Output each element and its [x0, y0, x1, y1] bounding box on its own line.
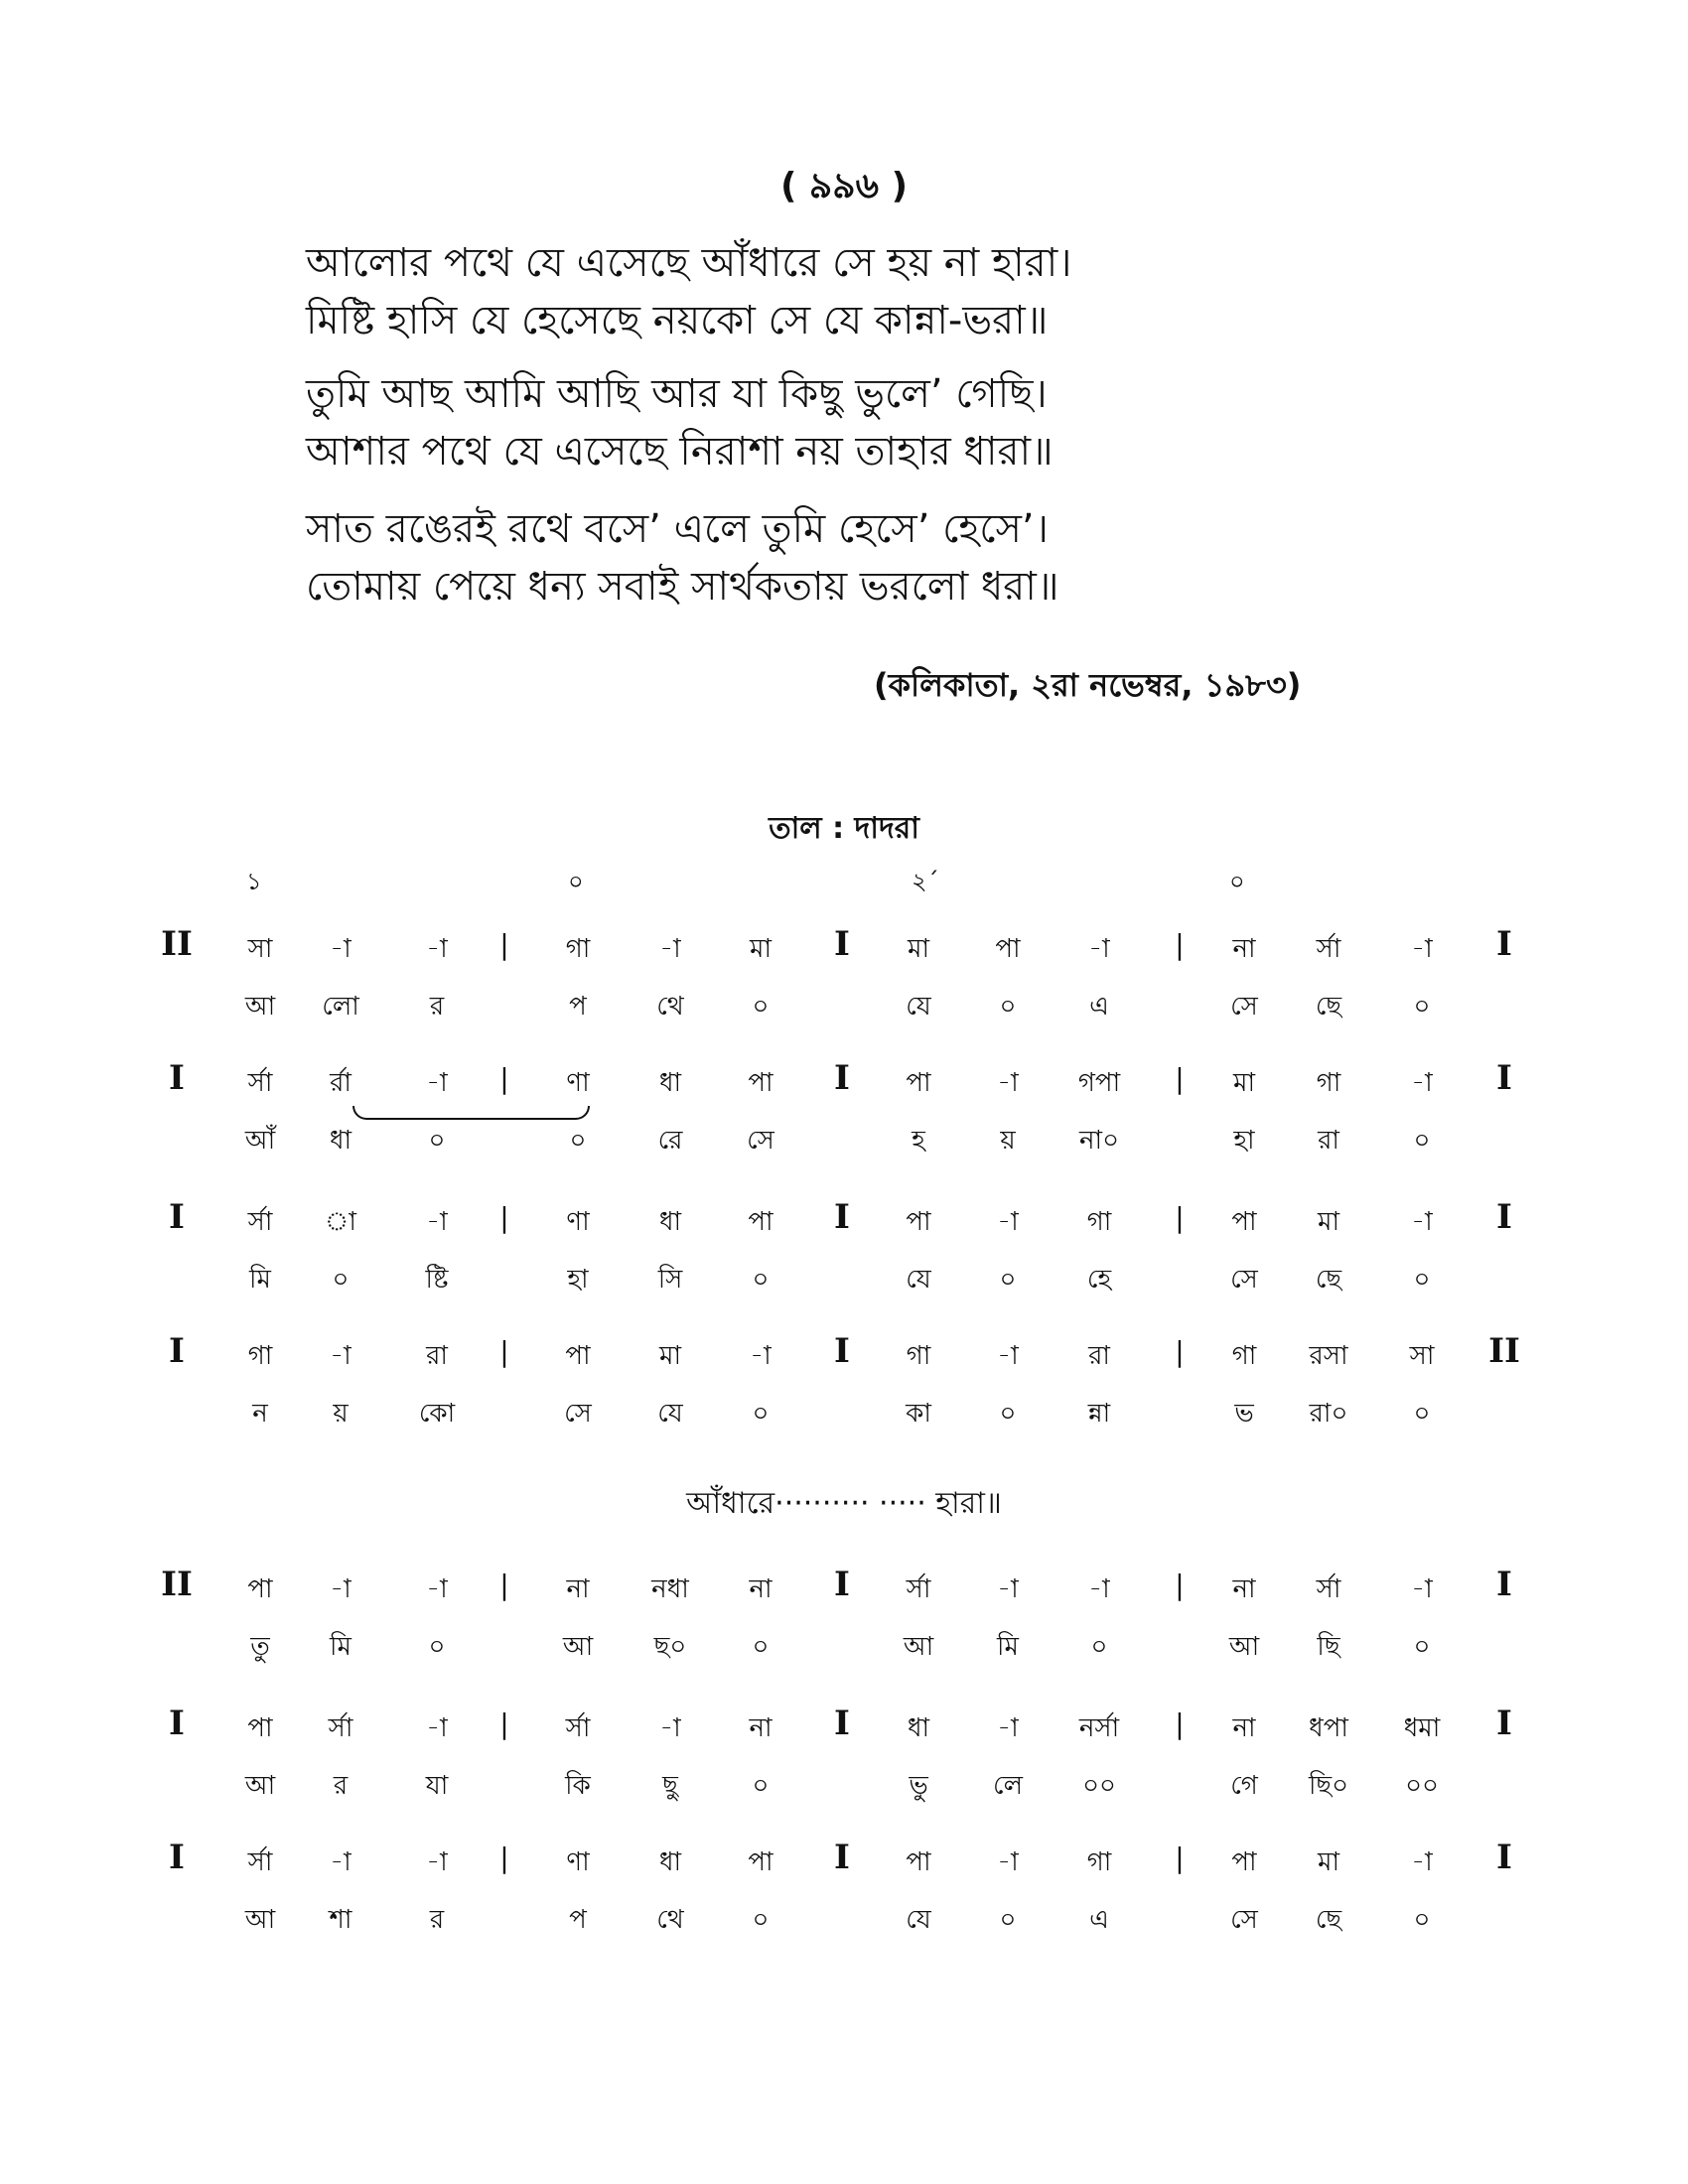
- lyric-syllable: ছ০: [653, 1632, 687, 1662]
- lyric-syllable: যে: [906, 992, 931, 1022]
- swara-note: গা: [906, 1341, 931, 1371]
- swara-note: পা: [565, 1341, 591, 1371]
- swara-note: -া: [426, 1713, 448, 1743]
- lyric-syllable: আ: [562, 1632, 594, 1662]
- lyric-syllable: ছি০: [1308, 1771, 1349, 1801]
- swara-note: ণা: [566, 1068, 590, 1098]
- lyric-syllable: কো: [418, 1399, 456, 1429]
- poem-stanza-3: [306, 500, 1497, 615]
- division-bar: |: [499, 1201, 509, 1234]
- division-bar: |: [499, 1062, 509, 1095]
- row-end-bar: I: [1496, 1058, 1512, 1098]
- swara-note: গপা: [1077, 1068, 1121, 1098]
- lyric-syllable: ছি: [1317, 1632, 1340, 1662]
- swara-note: না: [566, 1574, 590, 1604]
- lyric-syllable: ভু: [909, 1771, 928, 1801]
- swara-note: নর্সা: [1078, 1713, 1120, 1743]
- lyric-syllable: আঁ: [244, 1126, 276, 1156]
- lyric-syllable: রা: [1318, 1126, 1339, 1156]
- lyric-syllable: ন্না: [1087, 1399, 1111, 1429]
- swara-note: পা: [995, 934, 1021, 964]
- poem-stanza-1: [306, 234, 1497, 349]
- swara-note: -া: [426, 1068, 448, 1098]
- swara-note: -া: [997, 1341, 1019, 1371]
- lyric-syllable: আ: [244, 1771, 276, 1801]
- swara-note: -া: [1411, 934, 1433, 964]
- lyric-syllable: সি: [657, 1265, 683, 1295]
- lyric-syllable: ০: [999, 1399, 1017, 1429]
- lyric-syllable: ০: [428, 1632, 446, 1662]
- lyric-syllable: ছে: [1315, 1905, 1342, 1935]
- notation-row: [0, 1565, 1688, 1717]
- lyric-syllable: ০: [1413, 1126, 1431, 1156]
- lyric-syllable: থে: [656, 992, 684, 1022]
- swara-note: ণা: [566, 1847, 590, 1877]
- swara-note: না: [1232, 1713, 1256, 1743]
- notation-row: [0, 1838, 1688, 1990]
- division-bar: |: [1175, 1707, 1185, 1740]
- swara-note: গা: [1086, 1847, 1112, 1877]
- lyric-syllable: ০: [1413, 992, 1431, 1022]
- row-start-bar: II: [161, 924, 193, 964]
- lyric-syllable: ০০: [1405, 1771, 1439, 1801]
- lyric-syllable: তু: [250, 1632, 270, 1662]
- swara-note: ধা: [658, 1207, 682, 1237]
- swara-note: -া: [426, 1207, 448, 1237]
- swara-note: সা: [1409, 1341, 1435, 1371]
- lyric-syllable: ০: [569, 1126, 587, 1156]
- lyric-syllable: মি: [997, 1632, 1019, 1662]
- division-bar: I: [834, 1704, 850, 1743]
- division-bar: I: [834, 1197, 850, 1237]
- poem-line: আশার পথে যে এসেছে নিরাশা নয় তাহার ধারা॥: [306, 429, 1054, 475]
- lyric-syllable: ০০: [1082, 1771, 1116, 1801]
- division-bar: |: [499, 1569, 509, 1601]
- swara-note: ধা: [907, 1713, 930, 1743]
- swara-note: া: [325, 1207, 356, 1237]
- swara-note: -া: [997, 1068, 1019, 1098]
- swara-note: র্সা: [247, 1207, 273, 1237]
- swara-note: -া: [330, 1847, 352, 1877]
- swara-note: -া: [426, 934, 448, 964]
- swara-note: -া: [997, 1713, 1019, 1743]
- lyric-syllable: ষ্টি: [425, 1265, 449, 1295]
- swara-note: ধপা: [1309, 1713, 1348, 1743]
- swara-note: র্সা: [565, 1713, 591, 1743]
- lyric-syllable: ০: [1413, 1632, 1431, 1662]
- swara-note: -া: [997, 1847, 1019, 1877]
- swara-note: -া: [1088, 934, 1110, 964]
- swara-note: গা: [565, 934, 591, 964]
- row-start-bar: I: [169, 1331, 185, 1371]
- beat-mark: ২´: [912, 868, 939, 895]
- division-bar: I: [834, 1331, 850, 1371]
- swara-note: সা: [247, 934, 273, 964]
- lyric-syllable: ০: [332, 1265, 350, 1295]
- lyric-syllable: ০: [1413, 1265, 1431, 1295]
- swara-note: -া: [1411, 1207, 1433, 1237]
- row-end-bar: I: [1496, 1565, 1512, 1604]
- swara-note: র্সা: [328, 1713, 353, 1743]
- swara-note: মা: [1233, 1068, 1255, 1098]
- lyric-syllable: ০: [752, 1265, 770, 1295]
- swara-note: -া: [330, 1574, 352, 1604]
- lyric-syllable: হে: [1086, 1265, 1112, 1295]
- lyric-syllable: ০: [999, 1905, 1017, 1935]
- row-end-bar: I: [1496, 1838, 1512, 1877]
- swara-note: র্সা: [906, 1574, 931, 1604]
- swara-note: পা: [748, 1847, 774, 1877]
- lyric-syllable: ছু: [662, 1771, 678, 1801]
- swara-note: গা: [1231, 1341, 1257, 1371]
- swara-note: পা: [247, 1713, 273, 1743]
- swara-note: -া: [1411, 1068, 1433, 1098]
- swara-note: পা: [748, 1207, 774, 1237]
- tala-heading: তাল : দাদরা: [769, 811, 919, 846]
- swara-note: রসা: [1309, 1341, 1348, 1371]
- lyric-syllable: রে: [657, 1126, 683, 1156]
- slur-mark: [352, 1106, 590, 1120]
- division-bar: |: [1175, 1569, 1185, 1601]
- swara-note: -া: [1088, 1574, 1110, 1604]
- swara-note: -া: [426, 1847, 448, 1877]
- lyric-syllable: ন: [252, 1399, 268, 1429]
- swara-note: -া: [750, 1341, 772, 1371]
- division-bar: |: [1175, 1062, 1185, 1095]
- lyric-syllable: ০: [1413, 1399, 1431, 1429]
- lyric-syllable: সে: [1230, 1265, 1258, 1295]
- swara-note: রা: [426, 1341, 448, 1371]
- division-bar: I: [834, 1838, 850, 1877]
- poem-line: তোমায় পেয়ে ধন্য সবাই সার্থকতায় ভরলো ধরা॥: [306, 564, 1059, 610]
- swara-note: র্সা: [1316, 1574, 1341, 1604]
- row-end-bar: I: [1496, 924, 1512, 964]
- row-end-bar: I: [1496, 1197, 1512, 1237]
- lyric-syllable: য়: [1000, 1126, 1016, 1156]
- swara-note: মা: [908, 934, 929, 964]
- beat-mark: ০: [1229, 868, 1245, 895]
- lyric-syllable: সে: [564, 1399, 592, 1429]
- row-start-bar: I: [169, 1197, 185, 1237]
- lyric-syllable: হা: [567, 1265, 589, 1295]
- swara-note: -া: [330, 934, 352, 964]
- division-bar: |: [499, 1335, 509, 1368]
- swara-note: মা: [1318, 1207, 1339, 1237]
- row-start-bar: I: [169, 1704, 185, 1743]
- swara-note: না: [1232, 934, 1256, 964]
- lyric-syllable: সে: [747, 1126, 774, 1156]
- swara-note: -া: [330, 1341, 352, 1371]
- lyric-syllable: ০: [752, 1399, 770, 1429]
- swara-note: ণা: [566, 1207, 590, 1237]
- swara-note: নধা: [651, 1574, 689, 1604]
- swara-note: রা: [1088, 1341, 1110, 1371]
- poem-line: আলোর পথে যে এসেছে আঁধারে সে হয় না হারা।: [306, 240, 1072, 286]
- lyric-syllable: ধা: [329, 1126, 352, 1156]
- notation-row: [0, 924, 1688, 1077]
- swara-note: পা: [906, 1847, 931, 1877]
- swara-note: গা: [1086, 1207, 1112, 1237]
- swara-note: মা: [1318, 1847, 1339, 1877]
- lyric-syllable: সে: [1230, 1905, 1258, 1935]
- refrain-line: আঁধারে·········· ····· হারা॥: [686, 1486, 1002, 1521]
- lyric-syllable: সে: [1230, 992, 1258, 1022]
- lyric-syllable: আ: [903, 1632, 934, 1662]
- beat-marks: [0, 864, 1688, 903]
- dateline: (কলিকাতা, ২রা নভেম্বর, ১৯৮৩): [874, 666, 1302, 704]
- lyric-syllable: লে: [993, 1771, 1023, 1801]
- lyric-syllable: যে: [657, 1399, 683, 1429]
- lyric-syllable: মি: [249, 1265, 271, 1295]
- lyric-syllable: ০: [752, 1905, 770, 1935]
- swara-note: না: [1232, 1574, 1256, 1604]
- swara-note: মা: [659, 1341, 681, 1371]
- swara-note: পা: [906, 1207, 931, 1237]
- lyric-syllable: য়: [333, 1399, 349, 1429]
- swara-note: গা: [1316, 1068, 1341, 1098]
- swara-note: ধা: [658, 1068, 682, 1098]
- lyric-syllable: ছে: [1315, 1265, 1342, 1295]
- swara-note: -া: [997, 1574, 1019, 1604]
- swara-note: ধা: [658, 1847, 682, 1877]
- lyric-syllable: যা: [425, 1771, 449, 1801]
- lyric-syllable: হ: [912, 1126, 925, 1156]
- lyric-syllable: র: [333, 1771, 349, 1801]
- lyric-syllable: র: [429, 1905, 445, 1935]
- notation-row: [0, 1197, 1688, 1350]
- swara-note: র্সা: [247, 1068, 273, 1098]
- lyric-syllable: ছে: [1315, 992, 1342, 1022]
- beat-mark: ১: [246, 868, 262, 895]
- lyric-syllable: কি: [565, 1771, 591, 1801]
- swara-note: পা: [1231, 1207, 1257, 1237]
- division-bar: |: [499, 928, 509, 961]
- division-bar: |: [1175, 1201, 1185, 1234]
- notation-row: [0, 1331, 1688, 1484]
- poem-line: তুমি আছ আমি আছি আর যা কিছু ভুলে’ গেছি।: [306, 371, 1048, 417]
- lyric-syllable: ০: [999, 1265, 1017, 1295]
- division-bar: |: [499, 1842, 509, 1874]
- lyric-syllable: কা: [906, 1399, 931, 1429]
- division-bar: |: [1175, 1335, 1185, 1368]
- lyric-syllable: এ: [1089, 1905, 1109, 1935]
- division-bar: I: [834, 1565, 850, 1604]
- swara-note: না: [749, 1713, 773, 1743]
- lyric-syllable: গে: [1230, 1771, 1258, 1801]
- swara-note: মা: [750, 934, 772, 964]
- lyric-syllable: প: [569, 1905, 587, 1935]
- page-number: ( ৯৯৬ ): [779, 166, 909, 206]
- lyric-syllable: থে: [656, 1905, 684, 1935]
- lyric-syllable: হা: [1233, 1126, 1255, 1156]
- poem-line: সাত রঙেরই রথে বসে’ এলে তুমি হেসে’ হেসে’।: [306, 506, 1049, 552]
- row-end-bar: II: [1488, 1331, 1520, 1371]
- lyric-syllable: যে: [906, 1905, 931, 1935]
- notation-row: [0, 1058, 1688, 1211]
- swara-note: -া: [659, 1713, 681, 1743]
- lyric-syllable: লো: [322, 992, 359, 1022]
- swara-note: -া: [1411, 1574, 1433, 1604]
- swara-note: -া: [997, 1207, 1019, 1237]
- lyric-syllable: প: [569, 992, 587, 1022]
- lyric-syllable: র: [429, 992, 445, 1022]
- swara-note: না: [749, 1574, 773, 1604]
- notation-row: [0, 1704, 1688, 1856]
- swara-note: -া: [1411, 1847, 1433, 1877]
- lyric-syllable: ০: [752, 1632, 770, 1662]
- lyric-syllable: রা০: [1309, 1399, 1348, 1429]
- lyric-syllable: আ: [1228, 1632, 1260, 1662]
- swara-note: র্সা: [1316, 934, 1341, 964]
- row-end-bar: I: [1496, 1704, 1512, 1743]
- poem-line: মিষ্টি হাসি যে হেসেছে নয়কো সে যে কান্না-ভরা॥: [306, 298, 1049, 343]
- lyric-syllable: আ: [244, 992, 276, 1022]
- lyric-syllable: আ: [244, 1905, 276, 1935]
- lyric-syllable: যে: [906, 1265, 931, 1295]
- lyric-syllable: ০: [752, 1771, 770, 1801]
- lyric-syllable: না০: [1079, 1126, 1119, 1156]
- lyric-syllable: ০: [752, 992, 770, 1022]
- lyric-syllable: ০: [1413, 1905, 1431, 1935]
- swara-note: ধমা: [1403, 1713, 1441, 1743]
- lyric-syllable: ০: [1090, 1632, 1108, 1662]
- row-start-bar: I: [169, 1058, 185, 1098]
- lyric-syllable: ভ: [1234, 1399, 1254, 1429]
- swara-note: র্সা: [247, 1847, 273, 1877]
- division-bar: |: [1175, 1842, 1185, 1874]
- swara-note: গা: [247, 1341, 273, 1371]
- lyric-syllable: শা: [329, 1905, 352, 1935]
- swara-note: -া: [659, 934, 681, 964]
- division-bar: |: [1175, 928, 1185, 961]
- division-bar: |: [499, 1707, 509, 1740]
- beat-mark: ০: [568, 868, 584, 895]
- row-start-bar: I: [169, 1838, 185, 1877]
- swara-note: র্রা: [330, 1068, 352, 1098]
- swara-note: পা: [748, 1068, 774, 1098]
- swara-note: -া: [426, 1574, 448, 1604]
- row-start-bar: II: [161, 1565, 193, 1604]
- swara-note: পা: [906, 1068, 931, 1098]
- lyric-syllable: ০: [428, 1126, 446, 1156]
- division-bar: I: [834, 924, 850, 964]
- lyric-syllable: এ: [1089, 992, 1109, 1022]
- poem-stanza-2: [306, 365, 1497, 480]
- swara-note: পা: [247, 1574, 273, 1604]
- division-bar: I: [834, 1058, 850, 1098]
- swara-note: পা: [1231, 1847, 1257, 1877]
- lyric-syllable: মি: [330, 1632, 352, 1662]
- lyric-syllable: ০: [999, 992, 1017, 1022]
